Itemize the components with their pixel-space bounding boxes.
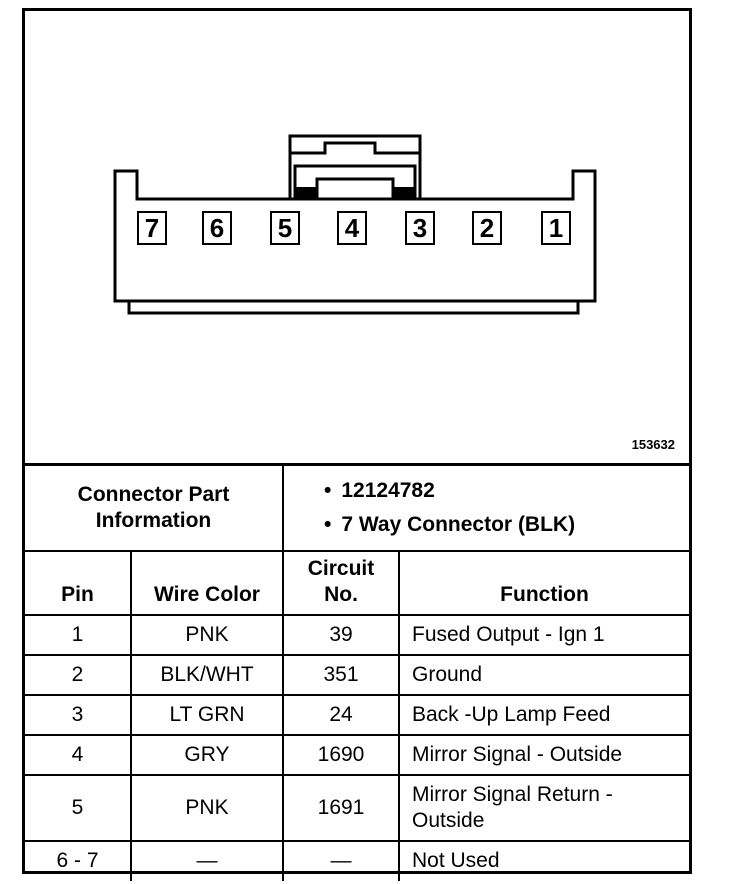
function-line1: Mirror Signal Return - — [412, 782, 613, 806]
pin-cell: 2 — [25, 655, 131, 695]
connector-sheet — [22, 8, 692, 874]
circuit-cell: 39 — [283, 615, 399, 655]
function-cell: Mirror Signal - Outside — [399, 735, 689, 775]
table-row — [25, 735, 689, 775]
circuit-cell: 24 — [283, 695, 399, 735]
function-cell: Back -Up Lamp Feed — [399, 695, 689, 735]
bullet: • — [324, 478, 332, 502]
table-row — [25, 655, 689, 695]
circuit-cell: 351 — [283, 655, 399, 695]
header-circuit-line2: No. — [324, 582, 358, 606]
circuit-cell: — — [283, 841, 399, 881]
connector-info-row — [25, 465, 689, 551]
table-row — [25, 615, 689, 655]
pin-1-box: 1 — [541, 211, 571, 245]
function-line2: Outside — [412, 808, 485, 832]
function-cell: Fused Output - Ign 1 — [399, 615, 689, 655]
pin-cell: 4 — [25, 735, 131, 775]
pin-3-box: 3 — [405, 211, 435, 245]
figure-id: 153632 — [631, 437, 675, 452]
connector-description: 7 Way Connector (BLK) — [341, 512, 576, 536]
header-wire-color: Wire Color — [131, 551, 283, 615]
function-cell: Ground — [399, 655, 689, 695]
connector-info-values — [283, 465, 689, 551]
header-circuit — [283, 551, 399, 615]
wire-color-cell: GRY — [131, 735, 283, 775]
table-row — [25, 841, 689, 881]
connector-diagram — [25, 11, 689, 463]
connector-info-label — [25, 465, 283, 551]
pin-cell: 5 — [25, 775, 131, 841]
column-header-row — [25, 551, 689, 615]
circuit-cell: 1691 — [283, 775, 399, 841]
pin-4-box: 4 — [337, 211, 367, 245]
wire-color-cell: PNK — [131, 775, 283, 841]
wire-color-cell: — — [131, 841, 283, 881]
header-pin: Pin — [25, 551, 131, 615]
pin-cell: 3 — [25, 695, 131, 735]
function-cell — [399, 775, 689, 841]
pin-7-box: 7 — [137, 211, 167, 245]
header-circuit-line1: Circuit — [307, 556, 375, 580]
wire-color-cell: PNK — [131, 615, 283, 655]
pin-cell: 1 — [25, 615, 131, 655]
table-row — [25, 695, 689, 735]
pin-2-box: 2 — [472, 211, 502, 245]
connector-table — [25, 463, 689, 881]
info-label-line1: Connector Part — [77, 482, 230, 506]
circuit-cell: 1690 — [283, 735, 399, 775]
pin-5-box: 5 — [270, 211, 300, 245]
wire-color-cell: BLK/WHT — [131, 655, 283, 695]
pin-6-box: 6 — [202, 211, 232, 245]
info-label-line2: Information — [95, 508, 212, 532]
bullet: • — [324, 512, 332, 536]
wire-color-cell: LT GRN — [131, 695, 283, 735]
header-function: Function — [399, 551, 689, 615]
function-cell: Not Used — [399, 841, 689, 881]
pin-cell: 6 - 7 — [25, 841, 131, 881]
part-number: 12124782 — [341, 478, 435, 502]
table-row — [25, 775, 689, 841]
